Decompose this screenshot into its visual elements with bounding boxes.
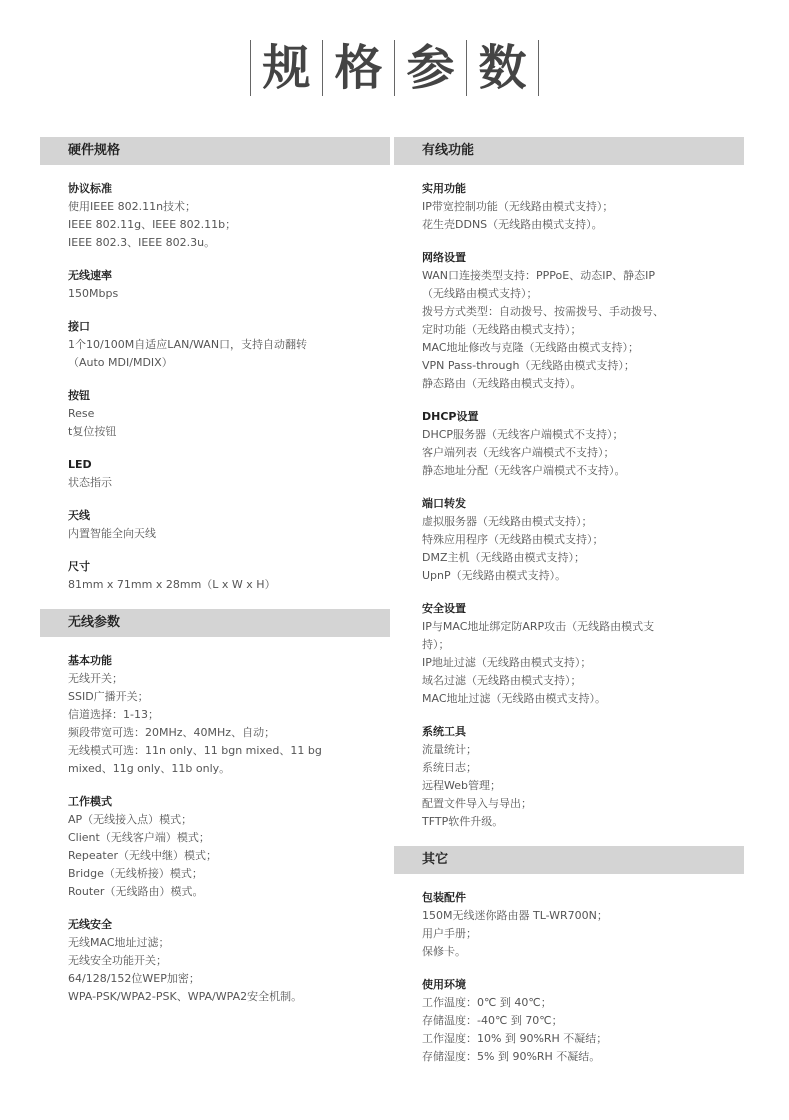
spec-line: 无线模式可选：11n only、11 bgn mixed、11 bg — [68, 744, 322, 757]
spec-line: （Auto MDI/MDIX） — [68, 356, 173, 369]
spec-line: 流量统计； — [422, 743, 477, 756]
spec-section — [394, 408, 744, 480]
spec-section — [40, 558, 390, 594]
spec-line: （无线路由模式支持）； — [422, 287, 538, 300]
section-header-bar: 有线功能 — [394, 137, 744, 165]
right-column — [394, 137, 744, 1082]
spec-section — [394, 976, 744, 1066]
spec-line: 工作温度：0℃ 到 40℃； — [422, 996, 552, 1009]
spec-section — [394, 600, 744, 708]
spec-line: Router（无线路由）模式。 — [68, 885, 204, 898]
spec-section-title: 尺寸 — [68, 560, 90, 573]
spec-line: WAN口连接类型支持：PPPoE、动态IP、静态IP — [422, 269, 655, 282]
spec-line: 工作湿度：10% 到 90%RH 不凝结； — [422, 1032, 608, 1045]
spec-line: IEEE 802.11g、IEEE 802.11b； — [68, 218, 237, 231]
page-title — [0, 40, 789, 96]
section-header-bar: 无线参数 — [40, 609, 390, 637]
spec-line: IP带宽控制功能（无线路由模式支持）； — [422, 200, 614, 213]
spec-line: 远程Web管理； — [422, 779, 501, 792]
spec-section-title: 无线速率 — [68, 269, 112, 282]
spec-section — [40, 267, 390, 303]
spec-line: 存储温度：-40℃ 到 70℃； — [422, 1014, 563, 1027]
spec-section-title: 端口转发 — [422, 497, 466, 510]
spec-section-title: DHCP设置 — [422, 410, 479, 423]
spec-line: 持）； — [422, 638, 450, 651]
spec-section-title: 使用环境 — [422, 978, 466, 991]
spec-line: Bridge（无线桥接）模式； — [68, 867, 203, 880]
spec-section — [40, 318, 390, 372]
spec-line: 内置智能全向天线 — [68, 527, 156, 540]
spec-line: IEEE 802.3、IEEE 802.3u。 — [68, 236, 216, 249]
section-header-bar: 硬件规格 — [40, 137, 390, 165]
spec-line: mixed、11g only、11b only。 — [68, 762, 231, 775]
spec-line: VPN Pass-through（无线路由模式支持）； — [422, 359, 635, 372]
spec-line: 150M无线迷你路由器 TL-WR700N； — [422, 909, 608, 922]
spec-section — [394, 249, 744, 393]
spec-line: 无线MAC地址过滤； — [68, 936, 170, 949]
spec-section — [40, 387, 390, 441]
spec-section — [394, 180, 744, 234]
spec-line: 域名过滤（无线路由模式支持）； — [422, 674, 582, 687]
spec-section-title: 天线 — [68, 509, 90, 522]
page-title-char: 参 — [395, 40, 467, 96]
spec-section — [40, 456, 390, 492]
spec-section-title: 系统工具 — [422, 725, 466, 738]
spec-section — [40, 793, 390, 901]
spec-section — [40, 507, 390, 543]
spec-section — [40, 916, 390, 1006]
spec-line: 信道选择：1-13； — [68, 708, 159, 721]
spec-line: Repeater（无线中继）模式； — [68, 849, 218, 862]
spec-section — [40, 652, 390, 778]
spec-section-title: 接口 — [68, 320, 90, 333]
spec-section — [394, 723, 744, 831]
spec-line: 无线安全功能开关； — [68, 954, 167, 967]
spec-line: DHCP服务器（无线客户端模式不支持）； — [422, 428, 624, 441]
spec-section-title: 基本功能 — [68, 654, 112, 667]
spec-section-title: 安全设置 — [422, 602, 466, 615]
section-header-bar: 其它 — [394, 846, 744, 874]
spec-section-title: 无线安全 — [68, 918, 112, 931]
spec-section-title: LED — [68, 458, 92, 471]
spec-line: Rese — [68, 407, 95, 420]
spec-line: 用户手册； — [422, 927, 477, 940]
spec-line: 频段带宽可选：20MHz、40MHz、自动； — [68, 726, 276, 739]
spec-line: 配置文件导入与导出； — [422, 797, 532, 810]
spec-line: 特殊应用程序（无线路由模式支持）； — [422, 533, 604, 546]
spec-line: AP（无线接入点）模式； — [68, 813, 193, 826]
spec-line: 81mm x 71mm x 28mm（L x W x H） — [68, 578, 276, 591]
spec-line: 虚拟服务器（无线路由模式支持）； — [422, 515, 593, 528]
spec-line: SSID广播开关； — [68, 690, 149, 703]
spec-line: 存储湿度：5% 到 90%RH 不凝结。 — [422, 1050, 601, 1063]
page-title-char: 规 — [251, 40, 323, 96]
spec-section — [40, 180, 390, 252]
spec-section-title: 网络设置 — [422, 251, 466, 264]
spec-line: MAC地址过滤（无线路由模式支持）。 — [422, 692, 607, 705]
spec-line: 使用IEEE 802.11n技术； — [68, 200, 197, 213]
spec-line: 静态地址分配（无线客户端模式不支持）。 — [422, 464, 626, 477]
spec-line: 状态指示 — [68, 476, 112, 489]
spec-line: Client（无线客户端）模式； — [68, 831, 210, 844]
left-column — [40, 137, 390, 1022]
spec-line: 64/128/152位WEP加密； — [68, 972, 200, 985]
spec-line: 花生壳DDNS（无线路由模式支持）。 — [422, 218, 603, 231]
spec-line: t复位按钮 — [68, 425, 117, 438]
spec-line: UpnP（无线路由模式支持）。 — [422, 569, 567, 582]
spec-line: 1个10/100M自适应LAN/WAN口，支持自动翻转 — [68, 338, 308, 351]
page-title-char: 格 — [323, 40, 395, 96]
page-title-char: 数 — [467, 40, 539, 96]
spec-section-title: 工作模式 — [68, 795, 112, 808]
spec-line: 定时功能（无线路由模式支持）； — [422, 323, 582, 336]
spec-line: 拨号方式类型：自动拨号、按需拨号、手动拨号、 — [422, 305, 664, 318]
spec-line: 静态路由（无线路由模式支持）。 — [422, 377, 582, 390]
spec-line: 150Mbps — [68, 287, 119, 300]
spec-line: MAC地址修改与克隆（无线路由模式支持）； — [422, 341, 640, 354]
spec-line: 客户端列表（无线客户端模式不支持）； — [422, 446, 615, 459]
spec-section — [394, 495, 744, 585]
spec-line: 保修卡。 — [422, 945, 466, 958]
spec-line: IP与MAC地址绑定防ARP攻击（无线路由模式支 — [422, 620, 655, 633]
spec-line: 系统日志； — [422, 761, 477, 774]
spec-section — [394, 889, 744, 961]
spec-line: 无线开关； — [68, 672, 123, 685]
spec-section-title: 协议标准 — [68, 182, 112, 195]
spec-section-title: 包装配件 — [422, 891, 466, 904]
spec-line: DMZ主机（无线路由模式支持）； — [422, 551, 585, 564]
spec-line: WPA-PSK/WPA2-PSK、WPA/WPA2安全机制。 — [68, 990, 303, 1003]
spec-section-title: 按钮 — [68, 389, 90, 402]
spec-line: TFTP软件升级。 — [422, 815, 504, 828]
spec-section-title: 实用功能 — [422, 182, 466, 195]
spec-line: IP地址过滤（无线路由模式支持）； — [422, 656, 592, 669]
